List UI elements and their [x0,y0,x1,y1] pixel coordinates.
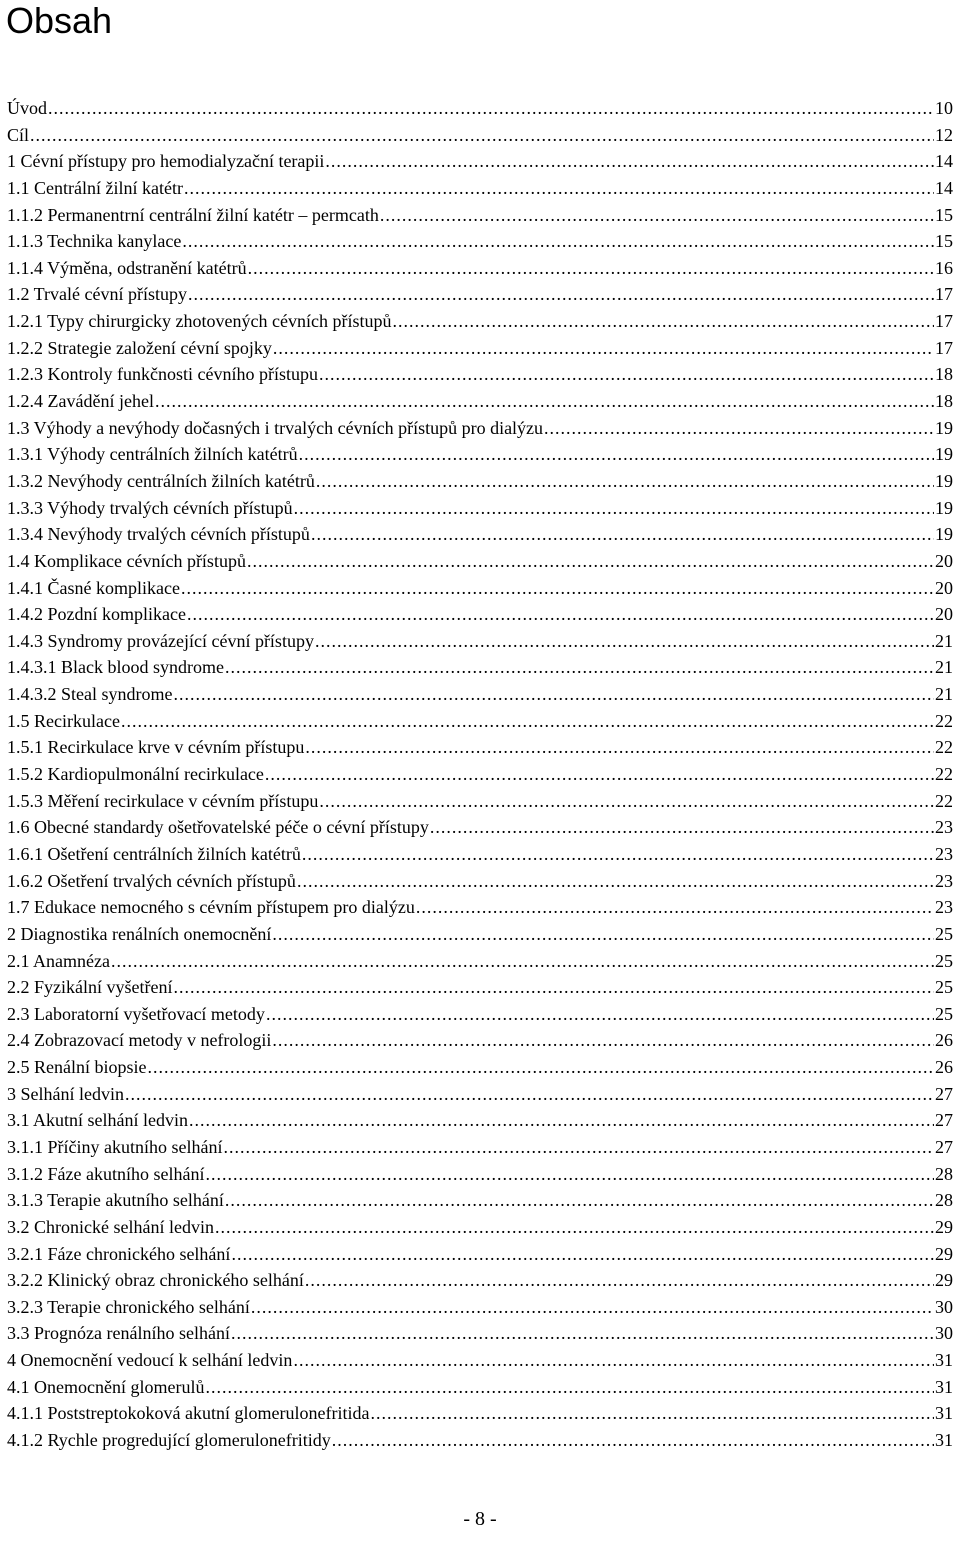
dot-leader [48,95,934,122]
dot-leader [147,1054,934,1081]
toc-entry[interactable] [7,1081,953,1108]
toc-entry[interactable] [7,255,953,282]
toc-entry-label: 1.7 Edukace nemocného s cévním přístupem pro dialýzu [7,897,415,918]
toc-entry-label: Úvod [7,98,47,118]
toc-entry[interactable] [7,468,953,495]
toc-entry-page: 27 [935,1083,953,1104]
toc-entry-label: 2.2 Fyzikální vyšetření [7,977,173,998]
toc-entry-label: 1.5.3 Měření recirkulace v cévním přístupu [7,790,319,811]
dot-leader [319,788,934,815]
toc-entry[interactable] [7,1400,953,1427]
toc-entry-page: 18 [935,364,953,385]
toc-entry-label: 1.3 Výhody a nevýhody dočasných i trvalých cévních přístupů pro dialýzu [7,417,544,438]
toc-entry-page: 26 [935,1057,953,1078]
toc-entry[interactable] [7,1107,953,1134]
toc-entry[interactable] [7,708,953,735]
toc-entry-label: 4 Onemocnění vedoucí k selhání ledvin [7,1350,293,1371]
toc-entry[interactable] [7,868,953,895]
toc-entry-label: 3.2.3 Terapie chronického selhání [7,1296,250,1317]
toc-entry[interactable] [7,441,953,468]
toc-entry-label: 1.5.1 Recirkulace krve v cévním přístupu [7,737,305,758]
dot-leader [297,868,934,895]
dot-leader [181,575,934,602]
dot-leader [266,1001,934,1028]
toc-entry-label: 1.2.3 Kontroly funkčnosti cévního přístupu [7,364,318,385]
dot-leader [272,1027,934,1054]
dot-leader [125,1081,934,1108]
toc-entry-label: 1.3.1 Výhody centrálních žilních katétrů [7,444,298,465]
dot-leader [293,1347,934,1374]
dot-leader [273,335,934,362]
toc-entry-page: 30 [935,1323,953,1344]
toc-entry-page: 18 [935,391,953,412]
dot-leader [205,1161,934,1188]
dot-leader [294,495,934,522]
toc-entry[interactable] [7,1267,953,1294]
toc-entry[interactable] [7,1320,953,1347]
dot-leader [265,761,934,788]
dot-leader [380,202,934,229]
toc-entry-page: 22 [935,764,953,785]
toc-entry-page: 26 [935,1030,953,1051]
toc-entry-page: 22 [935,710,953,731]
toc-entry-label: 3.1 Akutní selhání ledvin [7,1110,188,1131]
toc-entry[interactable] [7,202,953,229]
toc-entry-page: 20 [935,550,953,571]
toc-entry-label: 1 Cévní přístupy pro hemodialyzační terapii [7,151,325,172]
toc-entry[interactable] [7,415,953,442]
dot-leader [225,1187,934,1214]
toc-entry[interactable] [7,495,953,522]
toc-entry-page: 25 [935,923,953,944]
dot-leader [223,1134,934,1161]
toc-entry-label: 1.6 Obecné standardy ošetřovatelské péče o cévní přístupy [7,817,429,838]
toc-entry[interactable] [7,628,953,655]
toc-entry-page: 19 [935,497,953,518]
toc-entry-label: 3.1.3 Terapie akutního selhání [7,1190,224,1211]
toc-entry-label: 2.4 Zobrazovací metody v nefrologii [7,1030,272,1051]
toc-entry[interactable] [7,1294,953,1321]
toc-entry-label: 1.4.1 Časné komplikace [7,577,180,598]
toc-entry[interactable] [7,974,953,1001]
toc-entry-label: Cíl [7,124,30,145]
table-of-contents [7,95,953,1454]
toc-entry[interactable] [7,575,953,602]
toc-entry-label: 2 Diagnostika renálních onemocnění [7,923,272,944]
toc-entry[interactable] [7,948,953,975]
toc-entry-label: 1.2 Trvalé cévní přístupy [7,284,187,305]
toc-entry-label: 3.2.1 Fáze chronického selhání [7,1243,231,1264]
toc-entry[interactable] [7,1161,953,1188]
toc-entry-label: 1.3.3 Výhody trvalých cévních přístupů [7,497,293,518]
toc-entry-page: 10 [935,98,953,118]
toc-entry-label: 1.4.2 Pozdní komplikace [7,604,186,625]
toc-entry-label: 1.1 Centrální žilní katétr [7,177,183,198]
dot-leader [272,921,934,948]
toc-entry[interactable] [7,681,953,708]
dot-leader [430,814,934,841]
toc-entry[interactable] [7,1214,953,1241]
toc-entry-label: 1.2.2 Strategie založení cévní spojky [7,337,272,358]
toc-entry-label: 1.3.2 Nevýhody centrálních žilních katétrů [7,470,315,491]
dot-leader [184,175,934,202]
toc-entry-page: 21 [935,630,953,651]
toc-entry-page: 20 [935,604,953,625]
dot-leader [182,228,934,255]
dot-leader [173,974,934,1001]
toc-entry[interactable] [7,521,953,548]
dot-leader [188,281,934,308]
toc-entry[interactable] [7,1427,953,1454]
toc-entry-page: 19 [935,444,953,465]
toc-entry-page: 17 [935,284,953,305]
toc-entry-label: 1.1.3 Technika kanylace [7,231,182,252]
toc-entry-label: 2.3 Laboratorní vyšetřovací metody [7,1003,265,1024]
dot-leader [215,1214,934,1241]
toc-entry-page: 12 [935,124,953,145]
dot-leader [155,388,934,415]
dot-leader [231,1241,934,1268]
toc-entry-label: 4.1.2 Rychle progredující glomerulonefritidy [7,1430,331,1451]
toc-entry[interactable] [7,761,953,788]
dot-leader [332,1427,934,1454]
dot-leader [302,841,934,868]
dot-leader [416,894,934,921]
toc-entry[interactable] [7,1187,953,1214]
toc-entry-label: 4.1 Onemocnění glomerulů [7,1376,205,1397]
toc-entry[interactable] [7,734,953,761]
toc-entry-label: 1.3.4 Nevýhody trvalých cévních přístupů [7,524,310,545]
toc-entry-label: 3.1.2 Fáze akutního selhání [7,1163,205,1184]
toc-entry-page: 15 [935,204,953,225]
toc-entry[interactable] [7,548,953,575]
toc-entry-page: 29 [935,1270,953,1291]
page-number: - 8 - [463,1508,497,1530]
toc-entry-page: 15 [935,231,953,252]
toc-entry[interactable] [7,95,953,122]
toc-entry-page: 28 [935,1163,953,1184]
toc-entry-page: 23 [935,843,953,864]
page-title: Obsah [6,0,113,41]
toc-entry[interactable] [7,921,953,948]
dot-leader [316,468,934,495]
toc-entry[interactable] [7,308,953,335]
dot-leader [299,441,934,468]
toc-entry-page: 23 [935,897,953,918]
toc-entry-label: 1.2.4 Zavádění jehel [7,391,154,412]
toc-entry-label: 4.1.1 Poststreptokoková akutní glomerulonefritida [7,1403,370,1424]
toc-entry-page: 30 [935,1296,953,1317]
toc-entry-label: 1.4 Komplikace cévních přístupů [7,550,246,571]
toc-entry-page: 21 [935,657,953,678]
toc-entry-page: 28 [935,1190,953,1211]
toc-entry-page: 14 [935,151,953,172]
toc-entry-page: 25 [935,977,953,998]
toc-entry[interactable] [7,122,953,149]
toc-entry[interactable] [7,281,953,308]
toc-entry[interactable] [7,841,953,868]
toc-entry-page: 23 [935,817,953,838]
dot-leader [251,1294,934,1321]
dot-leader [111,948,934,975]
toc-entry-page: 19 [935,417,953,438]
toc-entry-label: 1.6.1 Ošetření centrálních žilních katétrů [7,843,301,864]
dot-leader [173,681,934,708]
dot-leader [370,1400,934,1427]
toc-entry-page: 21 [935,684,953,705]
toc-entry-label: 3 Selhání ledvin [7,1083,124,1104]
toc-entry[interactable] [7,1347,953,1374]
toc-entry-page: 17 [935,337,953,358]
toc-entry-label: 3.2 Chronické selhání ledvin [7,1216,214,1237]
toc-entry-label: 3.1.1 Příčiny akutního selhání [7,1136,223,1157]
toc-entry[interactable] [7,894,953,921]
dot-leader [319,361,934,388]
dot-leader [189,1107,934,1134]
toc-entry-page: 16 [935,257,953,278]
dot-leader [231,1320,934,1347]
toc-entry-page: 19 [935,470,953,491]
toc-entry[interactable] [7,788,953,815]
toc-entry-label: 1.1.2 Permanentrní centrální žilní katétr – permcath [7,204,379,225]
toc-entry[interactable] [7,1374,953,1401]
dot-leader [121,708,934,735]
toc-entry-page: 29 [935,1243,953,1264]
toc-entry-page: 25 [935,950,953,971]
toc-entry[interactable] [7,228,953,255]
dot-leader [247,548,934,575]
toc-entry[interactable] [7,1054,953,1081]
toc-entry[interactable] [7,175,953,202]
toc-entry-page: 27 [935,1136,953,1157]
toc-entry-page: 29 [935,1216,953,1237]
toc-entry-label: 3.2.2 Klinický obraz chronického selhání [7,1270,304,1291]
dot-leader [305,734,934,761]
dot-leader [248,255,934,282]
dot-leader [225,654,934,681]
toc-entry-page: 31 [935,1403,953,1424]
toc-entry-page: 31 [935,1350,953,1371]
toc-entry[interactable] [7,361,953,388]
toc-entry-page: 23 [935,870,953,891]
toc-entry[interactable] [7,148,953,175]
toc-entry-page: 14 [935,177,953,198]
toc-entry-label: 1.4.3 Syndromy provázející cévní přístupy [7,630,314,651]
toc-entry-page: 22 [935,737,953,758]
dot-leader [311,521,934,548]
toc-entry-page: 20 [935,577,953,598]
toc-entry-label: 2.5 Renální biopsie [7,1057,147,1078]
toc-entry-label: 1.5.2 Kardiopulmonální recirkulace [7,764,264,785]
toc-entry-page: 31 [935,1376,953,1397]
toc-entry-page: 19 [935,524,953,545]
toc-entry-label: 1.6.2 Ošetření trvalých cévních přístupů [7,870,296,891]
toc-entry[interactable] [7,1027,953,1054]
dot-leader [315,628,934,655]
toc-entry[interactable] [7,654,953,681]
dot-leader [393,308,935,335]
toc-entry-page: 17 [935,311,953,332]
dot-leader [187,601,934,628]
dot-leader [305,1267,934,1294]
toc-entry[interactable] [7,814,953,841]
toc-entry[interactable] [7,601,953,628]
toc-entry-label: 2.1 Anamnéza [7,950,110,971]
dot-leader [205,1374,934,1401]
toc-entry-page: 25 [935,1003,953,1024]
dot-leader [544,415,934,442]
toc-entry-page: 27 [935,1110,953,1131]
toc-entry-page: 22 [935,790,953,811]
toc-entry-label: 3.3 Prognóza renálního selhání [7,1323,230,1344]
toc-entry-label: 1.1.4 Výměna, odstranění katétrů [7,257,247,278]
toc-entry-label: 1.5 Recirkulace [7,710,120,731]
toc-entry[interactable] [7,388,953,415]
toc-entry-page: 31 [935,1430,953,1451]
toc-entry-label: 1.4.3.1 Black blood syndrome [7,657,224,678]
toc-entry-label: 1.2.1 Typy chirurgicky zhotovených cévních přístupů [7,311,392,332]
dot-leader [325,148,934,175]
toc-entry[interactable] [7,335,953,362]
dot-leader [30,122,934,149]
toc-entry[interactable] [7,1241,953,1268]
toc-entry[interactable] [7,1134,953,1161]
toc-entry[interactable] [7,1001,953,1028]
toc-entry-label: 1.4.3.2 Steal syndrome [7,684,173,705]
